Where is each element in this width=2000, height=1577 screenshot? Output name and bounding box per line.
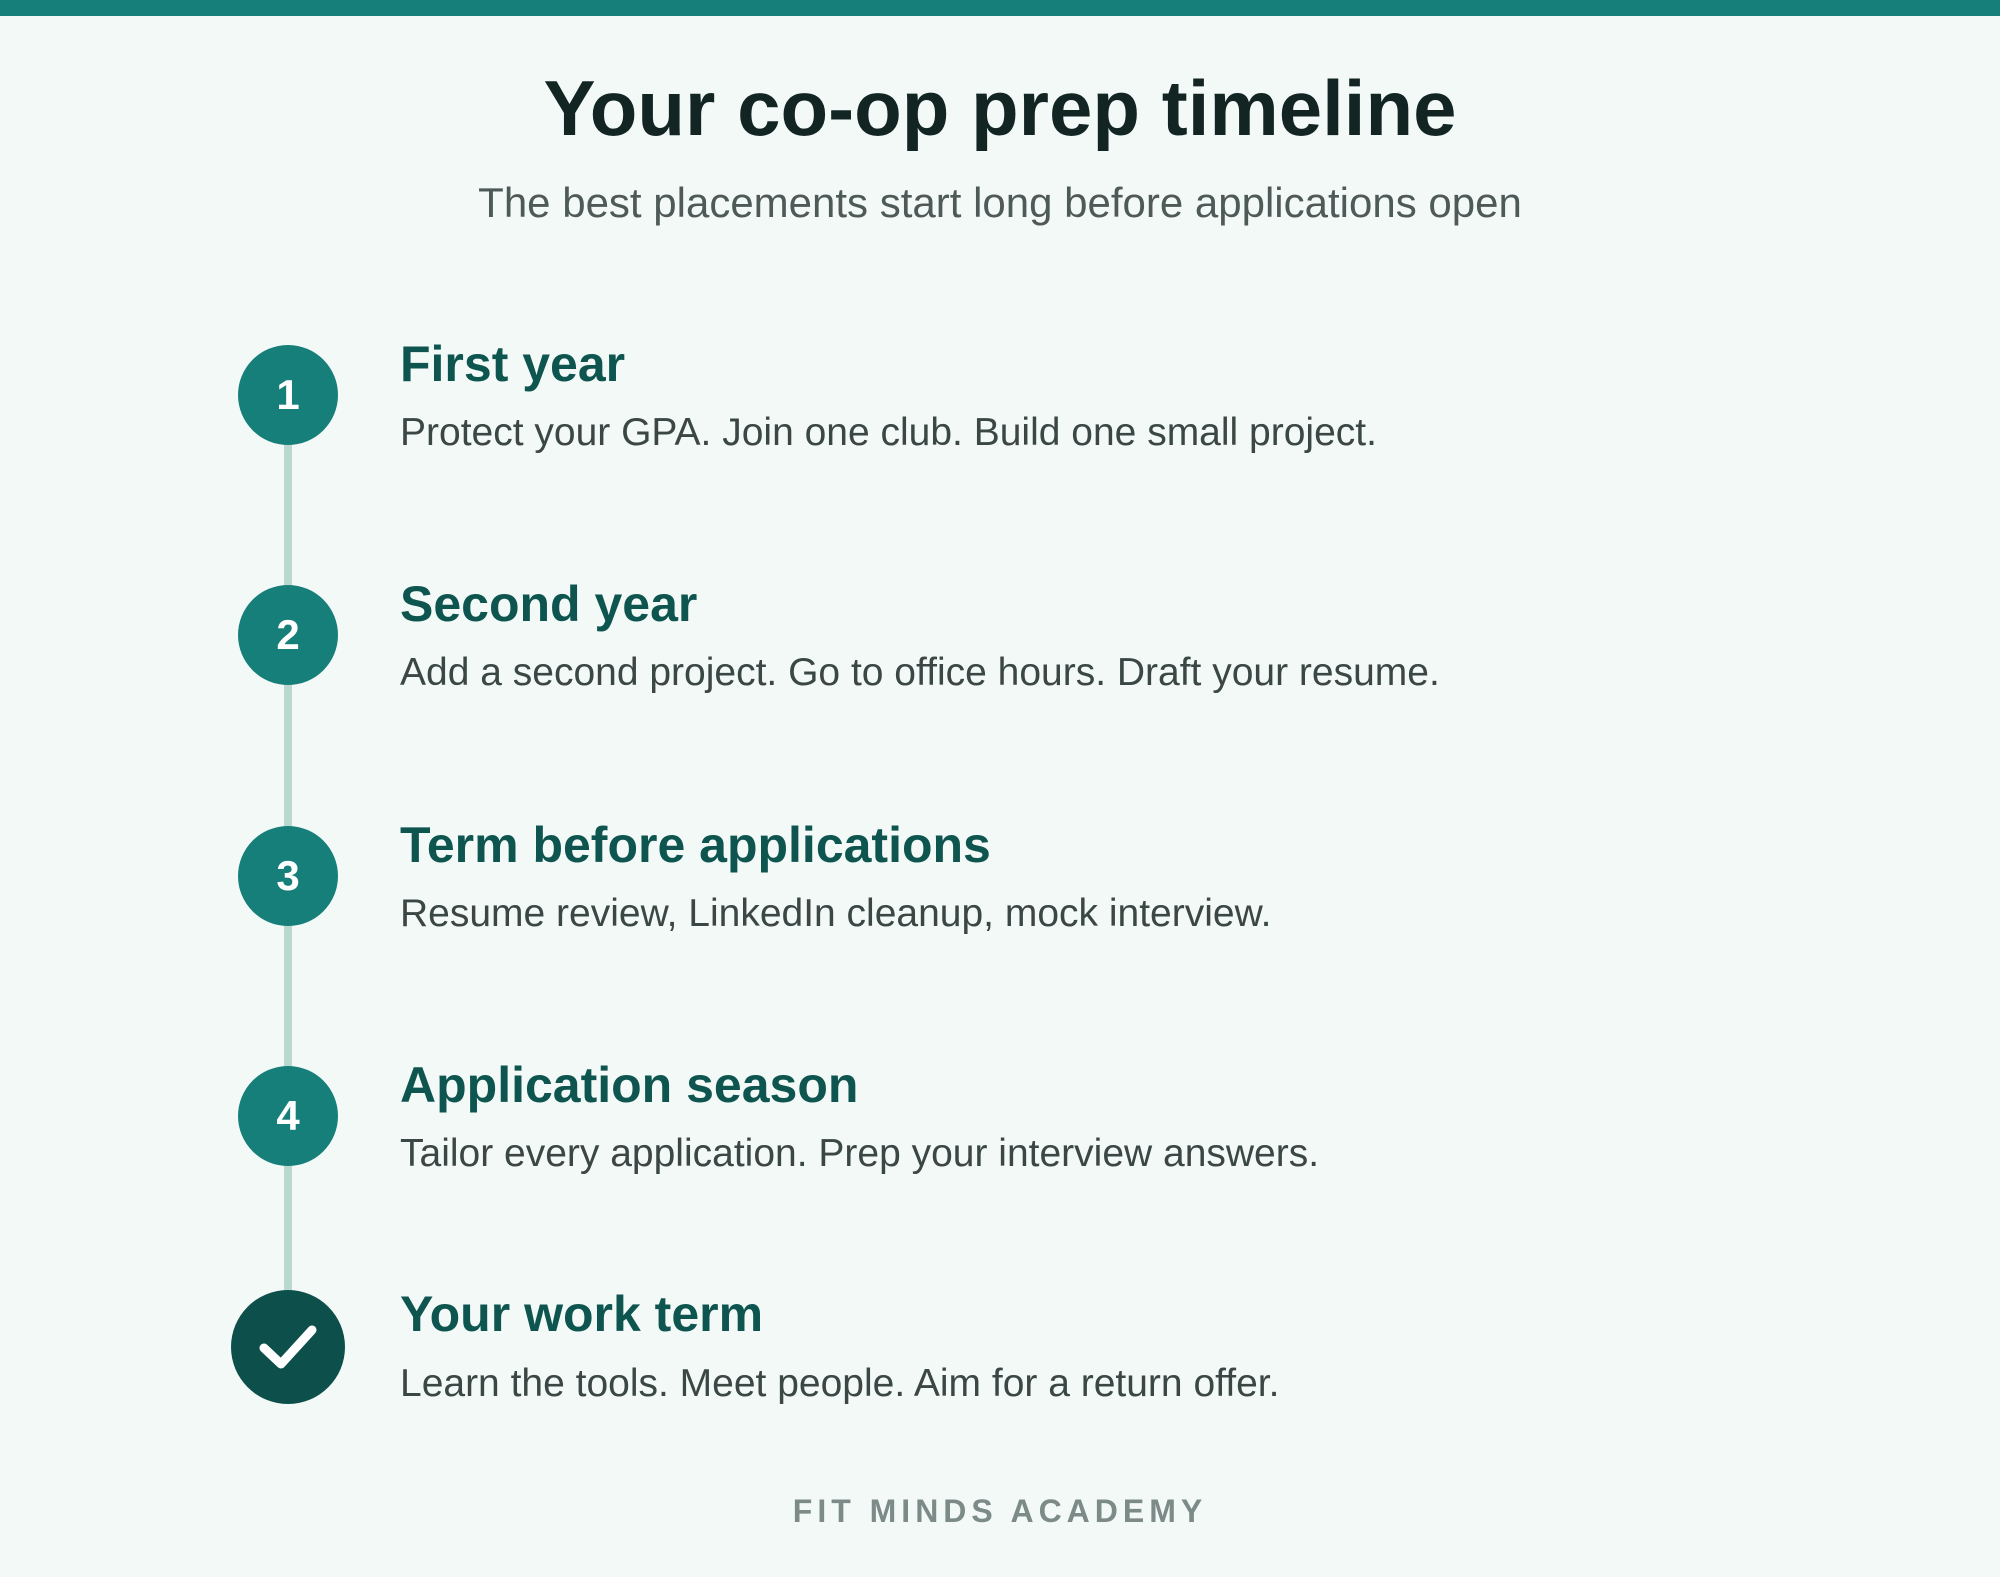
step-title-first-year: First year	[400, 336, 626, 392]
step-title-application-season: Application season	[400, 1057, 859, 1113]
page-subtitle: The best placements start long before applications open	[478, 179, 1522, 226]
step-marker-2: 2	[238, 585, 338, 685]
step-title-term-before-applications: Term before applications	[400, 817, 991, 873]
step-marker-4: 4	[238, 1066, 338, 1166]
step-title-second-year: Second year	[400, 576, 698, 632]
step-description-second-year: Add a second project. Go to office hours. Draft your resume.	[400, 651, 1440, 694]
top-accent-bar	[0, 0, 2000, 16]
step-description-term-before-applications: Resume review, LinkedIn cleanup, mock interview.	[400, 892, 1272, 935]
step-description-application-season: Tailor every application. Prep your interview answers.	[400, 1132, 1320, 1175]
footer-brand: FIT MINDS ACADEMY	[792, 1493, 1208, 1529]
step-marker-1: 1	[238, 345, 338, 445]
step-title-your-work-term: Your work term	[400, 1286, 764, 1342]
step-description-your-work-term: Learn the tools. Meet people. Aim for a return offer.	[400, 1362, 1280, 1405]
page-title: Your co-op prep timeline	[543, 64, 1457, 152]
step-description-first-year: Protect your GPA. Join one club. Build one small project.	[400, 411, 1377, 454]
step-marker-3: 3	[238, 826, 338, 926]
step-marker-complete	[231, 1290, 345, 1404]
checkmark-icon	[258, 1322, 318, 1372]
